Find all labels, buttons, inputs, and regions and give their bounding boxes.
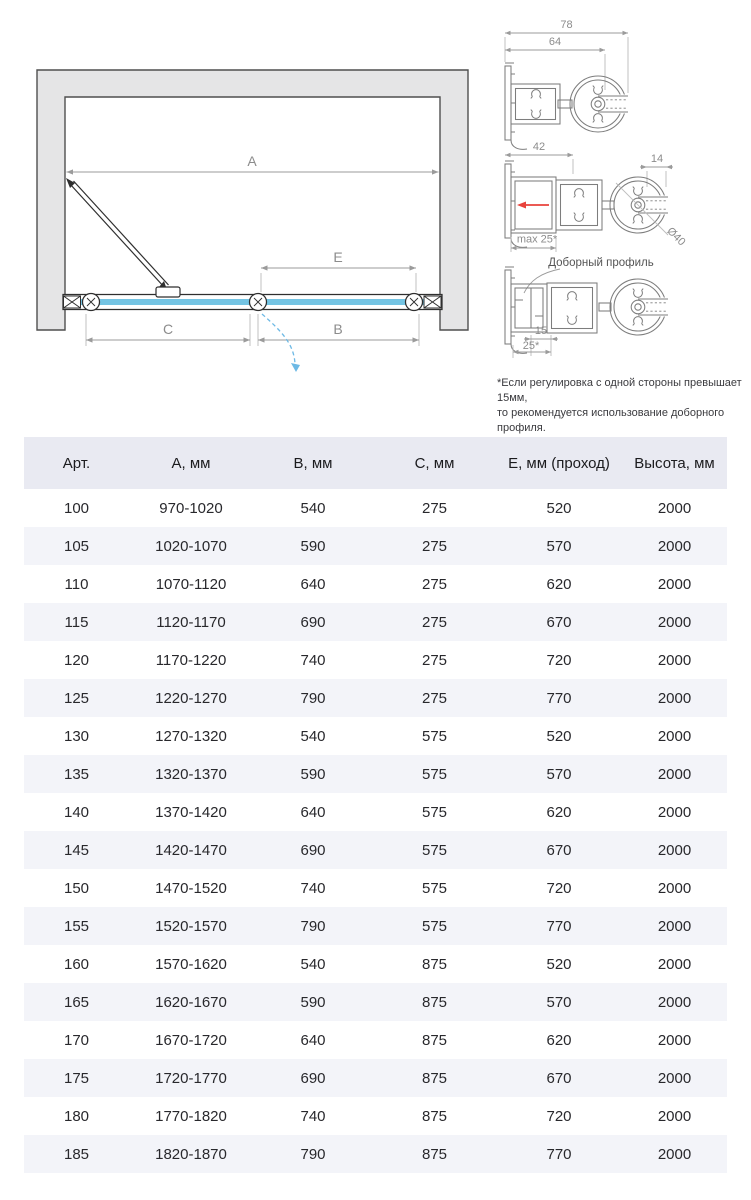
profile-section-bottom — [505, 257, 670, 358]
table-cell: 125 — [63, 689, 90, 707]
table-cell: 1070-1120 — [155, 575, 227, 593]
table-cell: 130 — [63, 727, 90, 745]
dimension-max-25 — [511, 234, 558, 253]
table-row — [24, 679, 727, 717]
dim-e-label: E — [333, 249, 343, 265]
table-row — [24, 1059, 727, 1097]
table-cell: 2000 — [657, 613, 692, 631]
table-cell: 720 — [546, 1107, 572, 1125]
table-cell: 770 — [546, 917, 572, 935]
table-cell: 165 — [63, 993, 90, 1011]
table-cell: 575 — [421, 803, 448, 821]
table-cell: 110 — [64, 575, 89, 593]
table-row — [24, 641, 727, 679]
dimension-b — [258, 314, 419, 346]
dim-14-label: 14 — [650, 153, 664, 165]
table-row — [24, 907, 727, 945]
table-cell: 1670-1720 — [155, 1031, 227, 1049]
table-cell: 2000 — [657, 499, 692, 517]
table-cell: 2000 — [657, 651, 692, 669]
table-cell: 145 — [63, 841, 90, 859]
table-cell: 570 — [546, 537, 572, 555]
table-cell: 1120-1170 — [156, 613, 226, 631]
dim-max25-label: max 25* — [516, 233, 558, 246]
table-cell: 520 — [546, 499, 572, 517]
label-leader-line — [524, 269, 560, 293]
table-cell: 575 — [421, 879, 448, 897]
table-cell: 875 — [421, 1145, 448, 1163]
table-cell: 115 — [64, 613, 89, 631]
table-cell: 875 — [421, 1107, 448, 1125]
table-cell: 1470-1520 — [155, 879, 227, 897]
table-cell: 740 — [300, 651, 326, 669]
dim-b-label: B — [333, 321, 343, 337]
table-cell: 590 — [300, 993, 326, 1011]
table-cell: 690 — [300, 841, 326, 859]
door-opening-plan — [37, 70, 468, 372]
table-cell: 790 — [300, 1145, 326, 1163]
table-cell: 520 — [546, 727, 572, 745]
spec-table-header-row — [24, 437, 727, 489]
table-cell: 150 — [63, 879, 90, 897]
table-cell: 1270-1320 — [155, 727, 227, 745]
table-cell: 1570-1620 — [155, 955, 227, 973]
table-cell: 640 — [300, 575, 326, 593]
table-cell: 1420-1470 — [155, 841, 227, 859]
column-header: А, мм — [129, 437, 253, 489]
table-cell: 720 — [546, 651, 572, 669]
table-row — [24, 945, 727, 983]
table-cell: 1370-1420 — [155, 803, 227, 821]
table-cell: 1620-1670 — [155, 993, 227, 1011]
table-row — [24, 793, 727, 831]
table-cell: 120 — [63, 651, 90, 669]
table-cell: 740 — [300, 879, 326, 897]
table-cell: 540 — [300, 499, 326, 517]
spec-table-head — [24, 437, 727, 489]
wall — [37, 70, 468, 330]
table-cell: 875 — [421, 993, 448, 1011]
column-header: С, мм — [373, 437, 496, 489]
dimension-e — [261, 249, 416, 292]
table-cell: 640 — [300, 803, 326, 821]
table-cell: 1220-1270 — [155, 689, 227, 707]
table-cell: 275 — [421, 689, 448, 707]
table-cell: 1020-1070 — [155, 537, 227, 555]
table-row — [24, 603, 727, 641]
dim-c-label: C — [162, 321, 174, 337]
table-cell: 740 — [300, 1107, 326, 1125]
dimension-25 — [513, 340, 551, 358]
table-cell: 620 — [546, 803, 572, 821]
dimension-42 — [505, 141, 573, 174]
table-cell: 540 — [300, 955, 326, 973]
footnote-line-1: *Если регулировка с одной стороны превышает 15мм, — [497, 377, 742, 404]
dim-64-label: 64 — [548, 36, 562, 48]
table-cell: 1320-1370 — [155, 765, 227, 783]
table-cell: 875 — [421, 1069, 448, 1087]
dimension-78 — [505, 19, 628, 93]
table-cell: 540 — [300, 727, 326, 745]
table-cell: 770 — [546, 689, 572, 707]
table-cell: 875 — [421, 1031, 448, 1049]
table-cell: 2000 — [657, 1145, 692, 1163]
table-cell: 690 — [300, 613, 326, 631]
table-row — [24, 755, 727, 793]
table-cell: 575 — [421, 765, 448, 783]
table-cell: 575 — [421, 917, 448, 935]
table-cell: 275 — [421, 613, 448, 631]
table-cell: 690 — [300, 1069, 326, 1087]
table-row — [24, 527, 727, 565]
table-cell: 790 — [300, 917, 326, 935]
support-brace — [66, 178, 180, 297]
table-row — [24, 1021, 727, 1059]
table-cell: 570 — [546, 993, 572, 1011]
dim-15-label: 15 — [534, 325, 548, 337]
table-cell: 275 — [421, 537, 448, 555]
installation-diagram — [0, 0, 751, 430]
column-header: Высота, мм — [622, 437, 727, 489]
dimension-diameter-40 — [616, 183, 688, 248]
table-cell: 105 — [63, 537, 90, 555]
dim-d40-label: Ø40 — [664, 225, 688, 249]
table-cell: 1770-1820 — [155, 1107, 227, 1125]
table-cell: 2000 — [657, 917, 692, 935]
table-cell: 970-1020 — [159, 499, 223, 517]
table-cell: 2000 — [657, 689, 692, 707]
table-row — [24, 1097, 727, 1135]
table-row — [24, 1135, 727, 1173]
table-cell: 135 — [63, 765, 90, 783]
extension-profile-label: Доборный профиль — [548, 257, 654, 269]
table-cell: 275 — [421, 575, 448, 593]
table-cell: 670 — [546, 613, 572, 631]
table-cell: 770 — [546, 1145, 572, 1163]
table-cell: 2000 — [657, 727, 692, 745]
table-row — [24, 869, 727, 907]
table-row — [24, 831, 727, 869]
table-cell: 2000 — [657, 1069, 692, 1087]
table-cell: 520 — [546, 955, 572, 973]
table-cell: 180 — [63, 1107, 90, 1125]
dim-78-label: 78 — [560, 19, 573, 31]
dimension-table — [24, 437, 727, 1173]
table-cell: 2000 — [657, 537, 692, 555]
table-cell: 620 — [546, 1031, 572, 1049]
table-cell: 570 — [546, 765, 572, 783]
table-cell: 155 — [63, 917, 90, 935]
table-cell: 275 — [421, 499, 448, 517]
table-cell: 670 — [546, 841, 572, 859]
table-cell: 790 — [300, 689, 326, 707]
table-cell: 2000 — [657, 1031, 692, 1049]
table-cell: 2000 — [657, 993, 692, 1011]
table-row — [24, 717, 727, 755]
table-cell: 640 — [300, 1031, 326, 1049]
table-cell: 275 — [421, 651, 448, 669]
adjustment-arrow — [517, 202, 549, 209]
spec-table-body — [24, 489, 727, 1173]
table-cell: 575 — [421, 841, 448, 859]
table-cell: 575 — [421, 727, 448, 745]
column-header: В, мм — [253, 437, 373, 489]
door-track — [63, 294, 442, 311]
column-header: Арт. — [24, 437, 129, 489]
table-cell: 2000 — [657, 879, 692, 897]
table-row — [24, 489, 727, 527]
spec-table — [24, 437, 727, 1173]
table-cell: 1720-1770 — [155, 1069, 227, 1087]
table-cell: 2000 — [657, 841, 692, 859]
table-cell: 1820-1870 — [155, 1145, 227, 1163]
footnote — [497, 376, 747, 436]
dimension-c — [86, 314, 250, 346]
table-cell: 170 — [63, 1031, 90, 1049]
table-cell: 670 — [546, 1069, 572, 1087]
table-cell: 140 — [63, 803, 90, 821]
table-cell: 100 — [63, 499, 90, 517]
table-cell: 875 — [421, 955, 448, 973]
table-cell: 185 — [63, 1145, 90, 1163]
profile-section-top — [505, 19, 630, 149]
table-cell: 2000 — [657, 955, 692, 973]
profile-section-middle — [505, 141, 688, 252]
table-row — [24, 983, 727, 1021]
column-header: Е, мм (проход) — [496, 437, 622, 489]
table-cell: 2000 — [657, 765, 692, 783]
table-cell: 2000 — [657, 803, 692, 821]
door-swing-arc — [262, 314, 300, 372]
table-cell: 590 — [300, 765, 326, 783]
dimension-a — [67, 153, 439, 175]
table-cell: 1520-1570 — [155, 917, 227, 935]
table-cell: 1170-1220 — [155, 651, 227, 669]
dim-a-label: A — [247, 153, 257, 169]
footnote-line-2: то рекомендуется использование доборного профиля. — [497, 407, 725, 434]
dim-25-label: 25* — [522, 340, 540, 352]
table-cell: 160 — [63, 955, 90, 973]
table-row — [24, 565, 727, 603]
table-cell: 720 — [546, 879, 572, 897]
table-cell: 620 — [546, 575, 572, 593]
table-cell: 175 — [63, 1069, 90, 1087]
dim-42-label: 42 — [532, 141, 546, 153]
table-cell: 2000 — [657, 1107, 692, 1125]
table-cell: 590 — [300, 537, 326, 555]
table-cell: 2000 — [657, 575, 692, 593]
